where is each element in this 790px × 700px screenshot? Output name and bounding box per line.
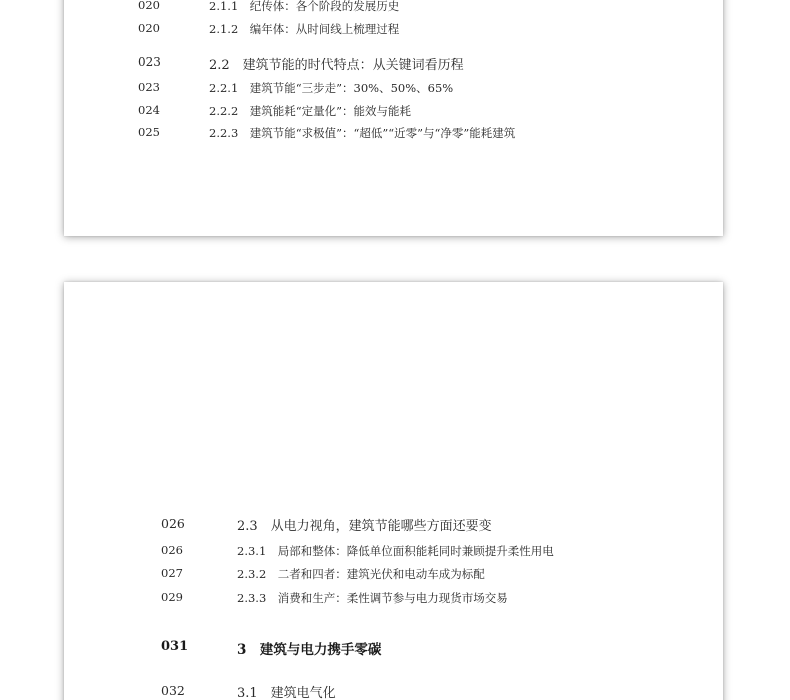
toc-page-number: 026 bbox=[161, 543, 183, 557]
toc-page-bottom bbox=[64, 282, 723, 700]
toc-page-number: 026 bbox=[161, 516, 185, 531]
toc-entry-title: 2.3.2 二者和四者：建筑光伏和电动车成为标配 bbox=[237, 567, 485, 581]
toc-page-number: 032 bbox=[161, 683, 185, 698]
toc-entry-title: 3.1 建筑电气化 bbox=[237, 686, 336, 700]
toc-entry-title: 2.2 建筑节能的时代特点：从关键词看历程 bbox=[209, 58, 464, 73]
toc-page-number: 025 bbox=[138, 125, 160, 139]
toc-chapter-title: 3 建筑与电力携手零碳 bbox=[237, 642, 382, 658]
toc-page-number: 020 bbox=[138, 21, 160, 35]
toc-page-top bbox=[64, 0, 723, 236]
toc-entry-title: 2.2.1 建筑节能“三步走”：30%、50%、65% bbox=[209, 81, 454, 95]
toc-page-number: 027 bbox=[161, 566, 183, 580]
toc-entry-title: 2.2.3 建筑节能“求极值”：“超低”“近零”与“净零”能耗建筑 bbox=[209, 126, 516, 140]
toc-page-number: 023 bbox=[138, 55, 161, 69]
toc-entry-title: 2.1.2 编年体：从时间线上梳理过程 bbox=[209, 22, 400, 36]
toc-entry-title: 2.3.1 局部和整体：降低单位面积能耗同时兼顾提升柔性用电 bbox=[237, 544, 554, 558]
toc-entry-title: 2.3 从电力视角，建筑节能哪些方面还要变 bbox=[237, 519, 492, 534]
toc-page-number: 029 bbox=[161, 590, 183, 604]
toc-page-number: 020 bbox=[138, 0, 160, 12]
toc-page-number: 031 bbox=[161, 639, 189, 654]
toc-page-number: 023 bbox=[138, 80, 160, 94]
toc-page-number: 024 bbox=[138, 103, 160, 117]
toc-entry-title: 2.1.1 纪传体：各个阶段的发展历史 bbox=[209, 0, 400, 13]
toc-entry-title: 2.2.2 建筑能耗“定量化”：能效与能耗 bbox=[209, 104, 412, 118]
toc-entry-title: 2.3.3 消费和生产：柔性调节参与电力现货市场交易 bbox=[237, 591, 508, 605]
